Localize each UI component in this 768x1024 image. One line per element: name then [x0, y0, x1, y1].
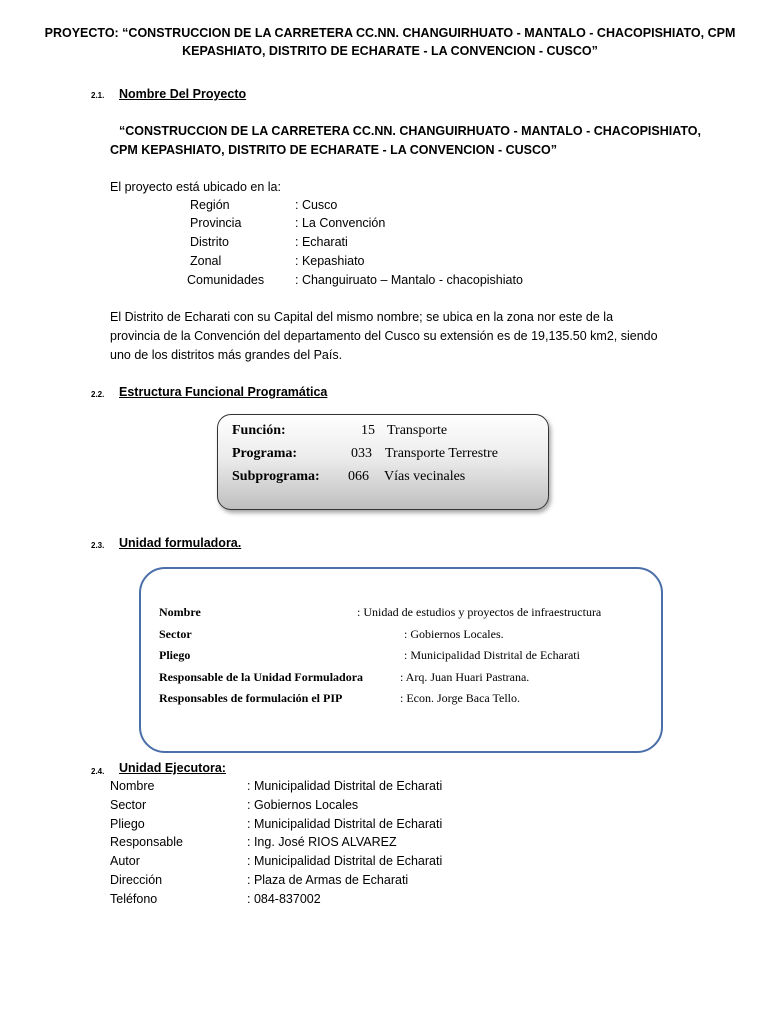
- ue-label-pliego: Pliego: [110, 817, 145, 831]
- ue-label-direccion: Dirección: [110, 873, 163, 887]
- section-2-4-title: Unidad Ejecutora:: [119, 761, 226, 775]
- section-2-2-title: Estructura Funcional Programática: [119, 385, 328, 399]
- header-line-1: PROYECTO: “CONSTRUCCION DE LA CARRETERA CC.NN. CHANGUIRHUATO - MANTALO - CHACOPISHIATO, CPM: [44, 26, 736, 40]
- subprograma-code: 066: [348, 469, 369, 484]
- subprograma-label: Subprograma:: [232, 469, 320, 484]
- ue-value-responsable: : Ing. José RIOS ALVAREZ: [247, 835, 397, 849]
- ue-label-sector: Sector: [110, 798, 147, 812]
- uf-label-pliego: Pliego: [159, 648, 191, 662]
- location-intro: El proyecto está ubicado en la:: [110, 180, 281, 194]
- location-label-zonal: Zonal: [190, 254, 222, 268]
- district-paragraph-line-2: provincia de la Convención del departamento del Cusco su extensión es de 19,135.50 km2, siendo: [110, 329, 658, 343]
- location-value-comunidades: : Changuiruato – Mantalo - chacopishiato: [295, 273, 523, 287]
- section-2-2-number: 2.2.: [91, 390, 105, 399]
- ue-value-autor: : Municipalidad Distrital de Echarati: [247, 854, 443, 868]
- section-2-1-number: 2.1.: [91, 91, 105, 100]
- funcion-desc: Transporte: [387, 423, 448, 438]
- header-line-2: KEPASHIATO, DISTRITO DE ECHARATE - LA CONVENCION - CUSCO”: [182, 44, 598, 58]
- location-label-comunidades: Comunidades: [187, 273, 265, 287]
- section-2-4-number: 2.4.: [91, 767, 105, 776]
- location-value-distrito: : Echarati: [295, 235, 348, 249]
- uf-label-sector: Sector: [159, 627, 192, 641]
- ue-label-autor: Autor: [110, 854, 140, 868]
- ue-label-telefono: Teléfono: [110, 892, 158, 906]
- ue-value-pliego: : Municipalidad Distrital de Echarati: [247, 817, 443, 831]
- uf-label-responsable: Responsable de la Unidad Formuladora: [159, 670, 364, 684]
- page-header: [40, 24, 740, 60]
- location-value-zonal: : Kepashiato: [295, 254, 365, 268]
- uf-label-pip: Responsables de formulación el PIP: [159, 691, 343, 705]
- location-label-distrito: Distrito: [190, 235, 229, 249]
- uf-value-sector: : Gobiernos Locales.: [404, 627, 504, 641]
- district-paragraph-line-3: uno de los distritos más grandes del País.: [110, 348, 343, 362]
- district-paragraph-line-1: El Distrito de Echarati con su Capital del mismo nombre; se ubica en la zona nor este de la: [110, 310, 614, 324]
- section-2-1-title: Nombre Del Proyecto: [119, 87, 247, 101]
- uf-value-pliego: : Municipalidad Distrital de Echarati: [404, 648, 580, 662]
- ue-value-nombre: : Municipalidad Distrital de Echarati: [247, 779, 443, 793]
- ue-label-nombre: Nombre: [110, 779, 155, 793]
- section-2-3-title: Unidad formuladora.: [119, 536, 242, 550]
- section-2-3-number: 2.3.: [91, 541, 105, 550]
- location-label-region: Región: [190, 198, 230, 212]
- location-value-provincia: : La Convención: [295, 216, 386, 230]
- uf-label-nombre: Nombre: [159, 605, 201, 619]
- formulating-unit-box: [139, 567, 663, 753]
- subprograma-desc: Vías vecinales: [384, 469, 466, 484]
- ue-value-direccion: : Plaza de Armas de Echarati: [247, 873, 409, 887]
- project-name-line-1: “CONSTRUCCION DE LA CARRETERA CC.NN. CHANGUIRHUATO - MANTALO - CHACOPISHIATO,: [119, 124, 701, 138]
- programa-label: Programa:: [232, 446, 298, 461]
- location-label-provincia: Provincia: [190, 216, 242, 230]
- programa-code: 033: [351, 446, 372, 461]
- uf-value-responsable: : Arq. Juan Huari Pastrana.: [400, 670, 530, 684]
- ue-label-responsable: Responsable: [110, 835, 183, 849]
- ue-value-telefono: : 084-837002: [247, 892, 321, 906]
- uf-value-pip: : Econ. Jorge Baca Tello.: [400, 691, 521, 705]
- location-value-region: : Cusco: [295, 198, 338, 212]
- project-name-line-2: CPM KEPASHIATO, DISTRITO DE ECHARATE - LA CONVENCION - CUSCO”: [110, 143, 558, 157]
- ue-value-sector: : Gobiernos Locales: [247, 798, 359, 812]
- funcion-code: 15: [361, 423, 375, 438]
- programa-desc: Transporte Terrestre: [385, 446, 498, 461]
- uf-value-nombre: : Unidad de estudios y proyectos de infraestructura: [357, 605, 602, 619]
- funcion-label: Función:: [232, 423, 286, 438]
